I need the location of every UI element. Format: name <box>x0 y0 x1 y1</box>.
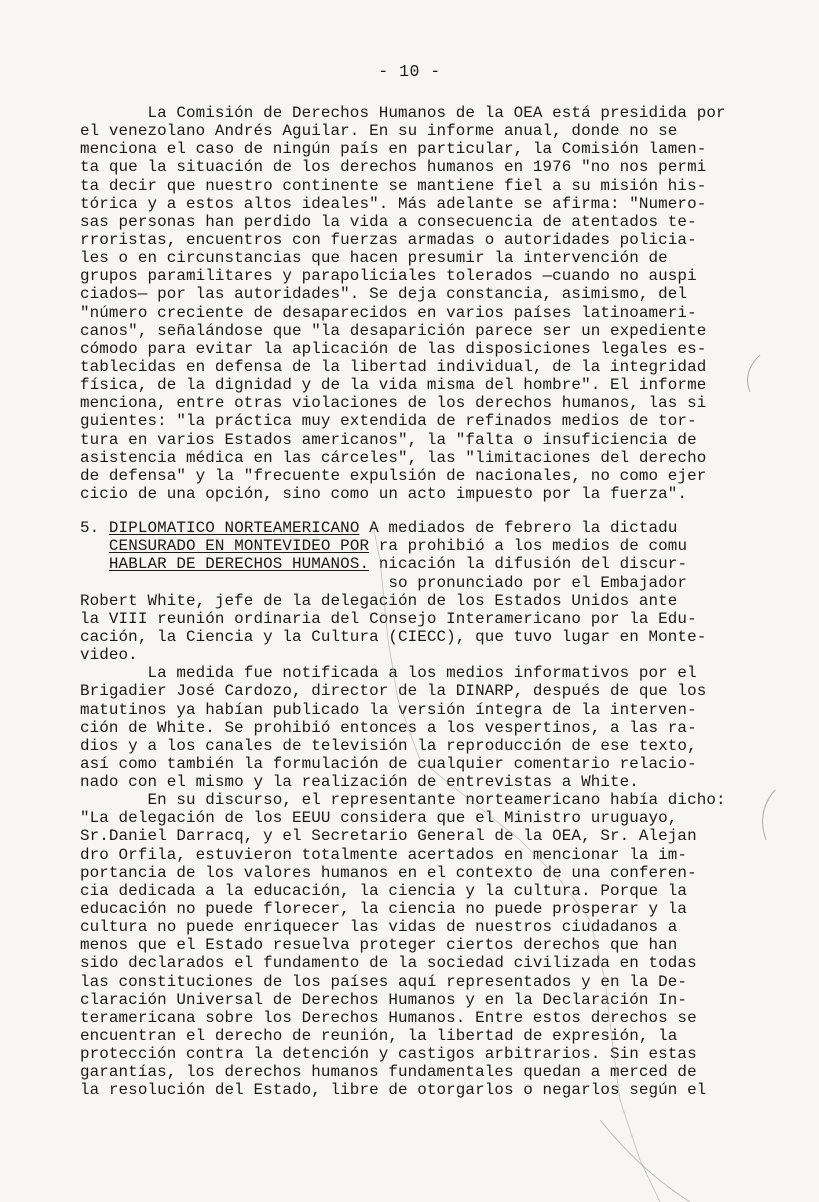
text-line: La Comisión de Derechos Humanos de la OEA está presidida por <box>80 104 726 122</box>
text-line: grupos paramilitares y parapoliciales tolerados —cuando no auspi <box>80 267 697 286</box>
text-line: Robert White, jefe de la delegación de los Estados Unidos ante <box>80 591 678 610</box>
text-line: dios y a los canales de televisión la reproducción de ese texto, <box>80 736 697 755</box>
section-5 <box>80 519 760 664</box>
text-line <box>80 574 760 592</box>
text-line: el venezolano Andrés Aguilar. En su informe anual, donde no se <box>80 122 678 141</box>
text-line: cia dedicada a la educación, la ciencia y la cultura. Porque la <box>80 881 688 900</box>
text-line: teramericana sobre los Derechos Humanos. Entre estos derechos se <box>80 1008 697 1027</box>
text-line: guientes: "la práctica muy extendida de refinados medios de tor- <box>80 412 697 431</box>
text-line: Brigadier José Cardozo, director de la DINARP, después de que los <box>80 682 707 701</box>
text-line: encuentran el derecho de reunión, la libertad de expresión, la <box>80 1027 678 1046</box>
text-line: ta decir que nuestro continente se mantiene fiel a su misión his- <box>80 176 707 195</box>
paragraph-2 <box>80 664 760 791</box>
text-line: cicio de una opción, sino como un acto impuesto por la fuerza". <box>80 484 688 503</box>
section-heading-line <box>80 555 760 573</box>
text-line: Sr.Daniel Darracq, y el Secretario General de la OEA, Sr. Alejan <box>80 827 697 846</box>
text-line: ciados— por las autoridades". Se deja constancia, asimismo, del <box>80 285 688 304</box>
text-line: so pronunciado por el Embajador <box>378 573 688 592</box>
paragraph-3 <box>80 791 760 1099</box>
text-line: "número creciente de desaparecidos en varios países latinoameri- <box>80 303 697 322</box>
text-line: "La delegación de los EEUU considera que el Ministro uruguayo, <box>80 809 678 828</box>
page-number: - 10 - <box>378 62 441 81</box>
text-line: La medida fue notificada a los medios informativos por el <box>80 664 697 683</box>
text-line: rroristas, encuentros con fuerzas armadas o autoridades policia- <box>80 230 697 249</box>
section-heading: HABLAR DE DERECHOS HUMANOS. <box>108 555 370 574</box>
text-line: sas personas han perdido la vida a consecuencia de atentados te- <box>80 212 697 231</box>
body-text <box>80 104 760 1100</box>
text-line: matutinos ya habían publicado la versión íntegra de la interven- <box>80 700 697 719</box>
text-line: así como también la formulación de cualquier comentario relacio- <box>80 754 697 773</box>
text-line: tura en varios Estados americanos", la "falta o insuficiencia de <box>80 430 697 449</box>
text-line: protección contra la detención y castigos arbitrarios. Sin estas <box>80 1045 697 1064</box>
text-line: cómodo para evitar la aplicación de las disposiciones legales es- <box>80 339 707 358</box>
text-line: la resolución del Estado, libre de otorgarlos o negarlos según el <box>80 1081 707 1100</box>
section-heading: DIPLOMATICO NORTEAMERICANO <box>108 519 360 538</box>
text-line: nicación la difusión del discur- <box>369 555 688 574</box>
text-line: les o en circunstancias que hacen presumir la intervención de <box>80 249 668 268</box>
text-line: menciona el caso de ningún país en particular, la Comisión lamen- <box>80 140 707 159</box>
text-line: dro Orfila, estuvieron totalmente acertados en mencionar la im- <box>80 845 688 864</box>
section-heading: CENSURADO EN MONTEVIDEO POR <box>108 537 370 556</box>
text-line: las constituciones de los países aquí representados y en la De- <box>80 972 688 991</box>
text-line: nado con el mismo y la realización de entrevistas a White. <box>80 773 639 792</box>
text-line: tórica y a estos altos ideales". Más adelante se afirma: "Numero- <box>80 194 707 213</box>
text-line: menos que el Estado resuelva proteger ciertos derechos que han <box>80 936 678 955</box>
text-line: la VIII reunión ordinaria del Consejo Interamericano por la Edu- <box>80 609 697 628</box>
text-line: portancia de los valores humanos en el contexto de una conferen- <box>80 863 697 882</box>
text-line: garantías, los derechos humanos fundamentales quedan a merced de <box>80 1063 697 1082</box>
text-line: ción de White. Se prohibió entonces a los vespertinos, a las ra- <box>80 718 697 737</box>
text-line: ta que la situación de los derechos humanos en 1976 "no nos permi <box>80 158 707 177</box>
text-line: menciona, entre otras violaciones de los derechos humanos, las si <box>80 394 707 413</box>
section-heading-line <box>80 537 760 555</box>
text-line: de defensa" y la "frecuente expulsión de nacionales, no como ejer <box>80 466 707 485</box>
text-line: canos", señalándose que "la desaparición parece ser un expediente <box>80 321 707 340</box>
section-heading-line <box>80 519 760 537</box>
text-line: cultura no puede enriquecer las vidas de nuestros ciudadanos a <box>80 918 678 937</box>
text-line: física, de la dignidad y de la vida misma del hombre". El informe <box>80 376 707 395</box>
text-line: sido declarados el fundamento de la sociedad civilizada en todas <box>80 954 697 973</box>
text-line: educación no puede florecer, la ciencia no puede prosperar y la <box>80 900 688 919</box>
text-line: En su discurso, el representante norteamericano había dicho: <box>80 791 726 810</box>
text-line: A mediados de febrero la dictadu <box>359 519 678 538</box>
text-line: claración Universal de Derechos Humanos y en la Declaración In- <box>80 990 688 1009</box>
text-line: asistencia médica en las cárceles", las "limitaciones del derecho <box>80 448 707 467</box>
text-line: tablecidas en defensa de la libertad individual, de la integridad <box>80 357 707 376</box>
text-line: ra prohibió a los medios de comu <box>369 537 688 556</box>
text-line: video. <box>80 646 138 665</box>
text-line: cación, la Ciencia y la Cultura (CIECC), que tuvo lugar en Monte- <box>80 627 707 646</box>
section-number: 5. <box>80 519 109 538</box>
paragraph-1 <box>80 104 760 503</box>
